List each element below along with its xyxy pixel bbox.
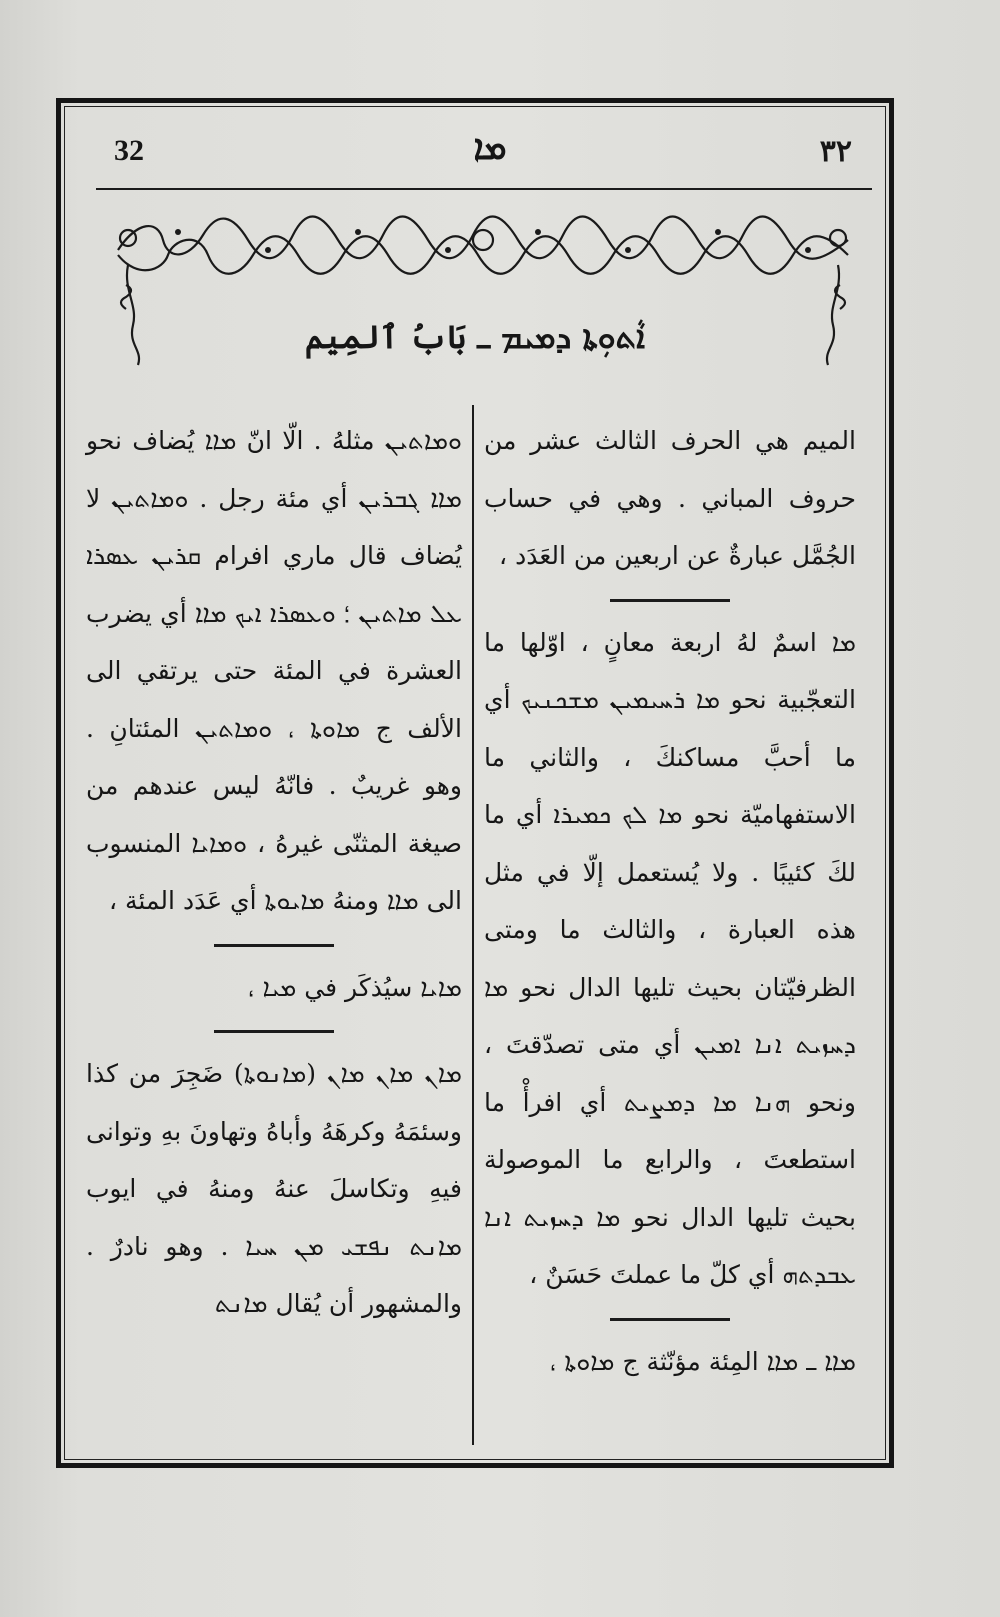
page-number-latin: 32 xyxy=(114,134,144,167)
column-divider xyxy=(472,405,474,1445)
entry-mae: ܡܐܢ ܡܐܢ ܡܐܢ (ܡܐܢܘܬܐ) ضَجِرَ من كذا وسئمَهُ وكرهَهُ وأباهُ وتهاونَ بهِ وتوانى فيهِ وتكاسلَ عنهُ ومنهُ في ايوب ܡܐܢܬ ܢܦܫܝ ܡܢ ܚܝܐ . وهو نادرٌ . والمشهور أن يُقال ܡܐܢܬ xyxy=(86,1059,462,1318)
entry-separator xyxy=(214,944,334,947)
entry-maa: ܡܐܐ ـ ܡܐܐ المِئة مؤنّثة ج ܡܐܘܬܐ ، xyxy=(549,1346,856,1376)
entry-ma: ܡܐ اسمٌ لهُ اربعة معانٍ ، اوّلها ما التعجّبية نحو ܡܐ ܪܚܝܡܝܢ ܡܫܟܢܝܟ أي ما أحبَّ مساكنكَ ، والثاني ما الاستفهاميّة نحو ܡܐ ܠܟ ܟܡܝܪܐ أي ما لكَ كئيبًا . ولا يُستعمل إلّا في مثل هذه العبارة ، والثالث ما ومتى الظرفيّتان بحيث تليها الدال نحو ܡܐ ܕܚܙܝܬ ܐܢܐ ܐܡܝܢ أي متى تصدّقتَ ، ونحو ܗܢܐ ܡܐ ܕܡܨܝܬ أي افرأْ ما استطعتَ ، والرابع ما الموصولة بحيث تليها الدال نحو ܡܐ ܕܚܙܝܬ ܐܢܐ ܥܒܕܬܗ أي كلّ ما عملتَ حَسَنٌ ، xyxy=(484,627,856,1289)
entry-separator xyxy=(610,1318,730,1321)
header-rule xyxy=(96,188,872,190)
continuation-paragraph: ܘܡܐܬܝܢ مثلهُ . الّا انّ ܡܐܐ يُضاف نحو ܡܐܐ ܓܒܪܝܢ أي مئة رجل . ܘܡܐܬܝܢ لا يُضاف قال ماري افرام ܩܪܝܢ ܥܣܪܐ ܥܠ ܡܐܬܝܢ ؛ ܘܥܣܪܐ ܐܝܟ ܡܐܐ أي يضرب العشرة في المئة حتى يرتقي الى الألف ج ܡܐܘܬܐ ، ܘܡܐܬܝܢ المئتانِ . وهو غريبٌ . فانّهُ ليس عندهم من صيغة المثنّى غيرهُ ، ܘܡܐܝܐ المنسوب الى ܡܐܐ ومنهُ ܡܐܝܘܬܐ أي عَدَد المئة ، xyxy=(86,426,462,915)
entry-separator xyxy=(214,1030,334,1033)
section-title: ܐܵܬܘܼܬܐ ܕܡܝܡ ـ بَابُ ٱلمِيم xyxy=(304,318,646,356)
entry-separator xyxy=(610,599,730,602)
right-column xyxy=(484,412,856,1390)
entry-maya: ܡܐܝܐ سيُذكَر في ܡܝܐ ، xyxy=(247,972,462,1002)
left-column xyxy=(86,412,462,1333)
running-head: ܡܐ xyxy=(473,128,507,168)
page-number-arabic: ٣٢ xyxy=(819,134,852,169)
intro-paragraph: الميم هي الحرف الثالث عشر من حروف المباني . وهي في حساب الجُمَّل عبارةٌ عن اربعين من العَدَد ، xyxy=(484,426,856,570)
